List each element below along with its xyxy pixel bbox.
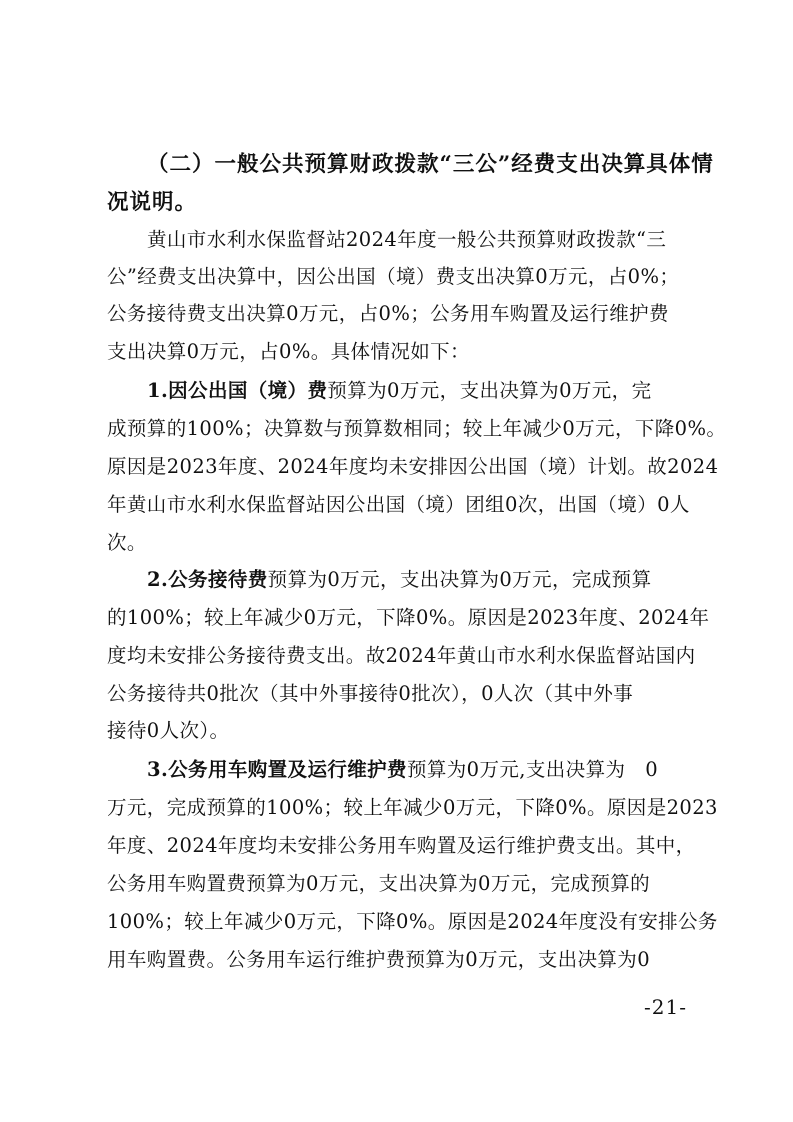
- item3-line-3: 年度、2024年度均未安排公务用车购置及运行维护费支出。其中，: [107, 834, 696, 857]
- page-number: -21-: [644, 995, 687, 1019]
- item1-line-3: 原因是2023年度、2024年度均未安排因公出国（境）计划。故2024: [107, 455, 719, 478]
- item1-line-4: 年黄山市水利水保监督站因公出国（境）团组0次，出国（境）0人: [107, 493, 690, 516]
- item1-line-1-text: 预算为0万元，支出决算为0万元，完: [327, 379, 652, 402]
- item2-line-1: [147, 568, 652, 592]
- item3-line-2: 万元，完成预算的100%；较上年减少0万元，下降0%。原因是2023: [107, 796, 718, 819]
- item3-line-1-text: 预算为0万元,支出决算为 0: [406, 758, 659, 781]
- item1-title: 1.因公出国（境）费: [147, 379, 328, 402]
- item2-line-2: 的100%；较上年减少0万元，下降0%。原因是2023年度、2024年: [107, 606, 710, 629]
- item2-line-3: 度均未安排公务接待费支出。故2024年黄山市水利水保监督站国内: [107, 644, 696, 667]
- item2-title: 2.公务接待费: [147, 568, 268, 591]
- section-heading-line-2: 况说明。: [107, 190, 198, 215]
- intro-line-4: 支出决算0万元，占0%。具体情况如下：: [107, 340, 470, 363]
- intro-line-2: 公”经费支出决算中，因公出国（境）费支出决算0万元，占0%；: [107, 265, 680, 288]
- item3-line-4: 公务用车购置费预算为0万元，支出决算为0万元，完成预算的: [107, 872, 651, 895]
- intro-line-3: 公务接待费支出决算0万元，占0%；公务用车购置及运行维护费: [107, 302, 669, 325]
- item3-line-5: 100%；较上年减少0万元，下降0%。原因是2024年度没有安排公务: [107, 910, 718, 933]
- item1-line-2: 成预算的100%；决算数与预算数相同；较上年减少0万元，下降0%。: [107, 417, 727, 440]
- item2-line-1-text: 预算为0万元，支出决算为0万元，完成预算: [267, 568, 652, 591]
- item2-line-4: 公务接待共0批次（其中外事接待0批次），0人次（其中外事: [107, 682, 634, 705]
- item1-line-5: 次。: [107, 531, 147, 554]
- item3-title: 3.公务用车购置及运行维护费: [147, 758, 407, 781]
- item1-line-1: [147, 379, 651, 403]
- item3-line-1: [147, 758, 658, 782]
- item3-line-6: 用车购置费。公务用车运行维护费预算为0万元，支出决算为0: [107, 948, 651, 971]
- section-heading-line-1: （二）一般公共预算财政拨款“三公”经费支出决算具体情: [147, 152, 714, 177]
- item2-line-5: 接待0人次）。: [107, 719, 230, 742]
- intro-line-1: 黄山市水利水保监督站2024年度一般公共预算财政拨款“三: [147, 228, 667, 251]
